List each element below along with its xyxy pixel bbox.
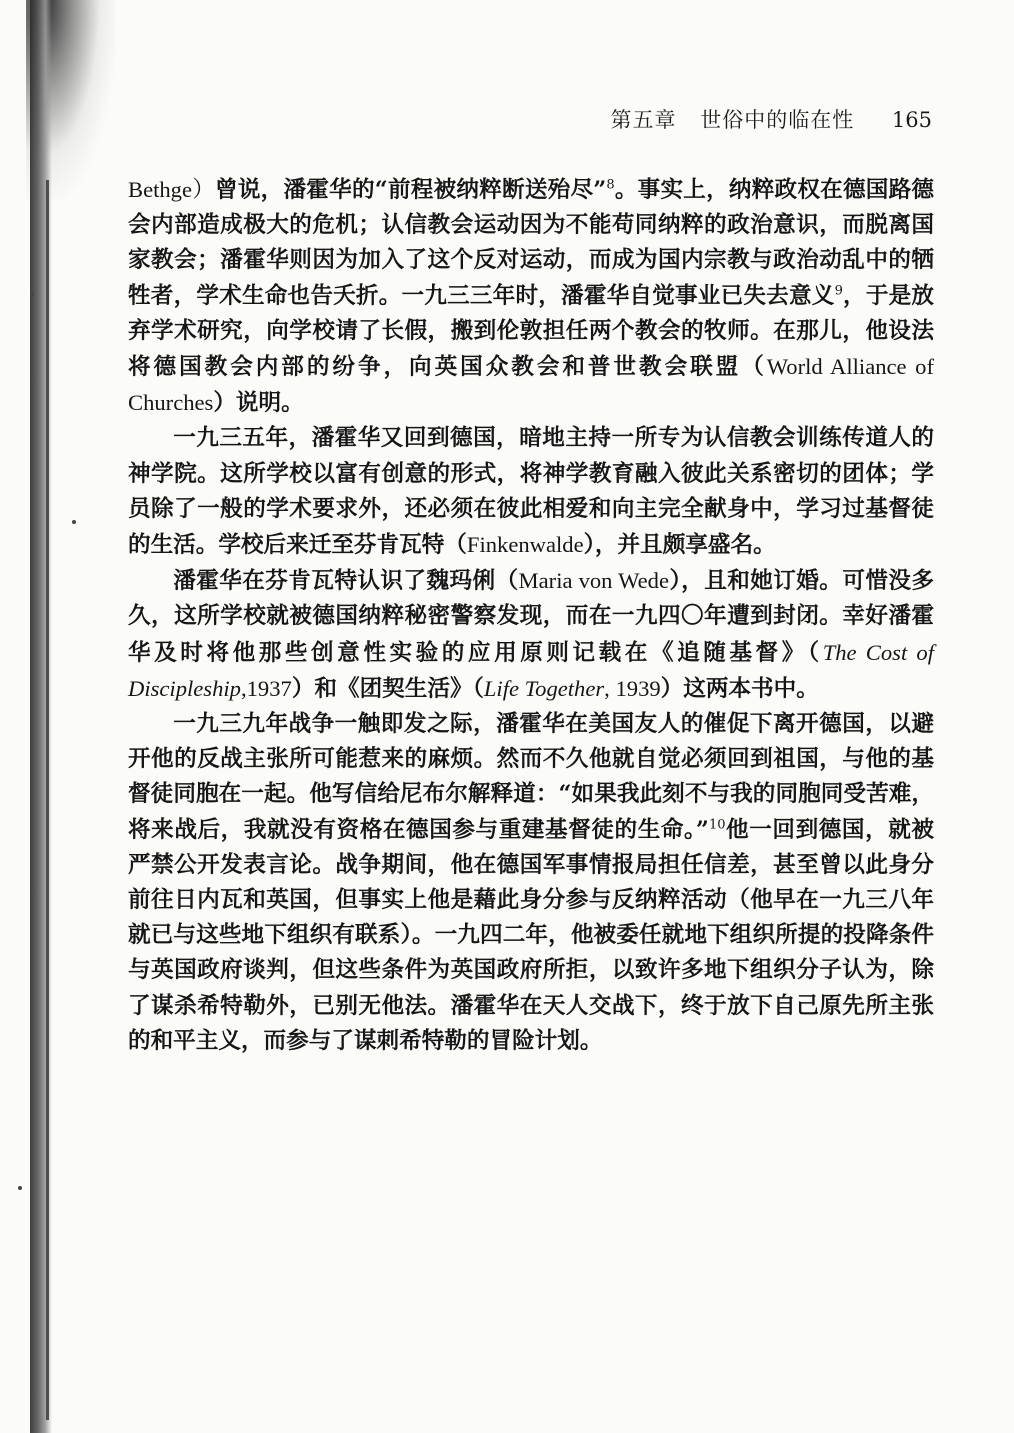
text-segment: 。事实上，纳粹政权在德国路德会内部造成极大的危机；认信教会运动因为不能苟同纳粹的政治意识，而脱离国家教会；潘霍华则因为加入了这个反对运动，而成为国内宗教与政治动乱中的牺牲者，学术生命也告夭折。一九三三年时，潘霍华自觉事业已失去意义 bbox=[128, 177, 935, 309]
scan-speck bbox=[18, 1186, 22, 1190]
text-segment: ）说明。 bbox=[213, 390, 304, 417]
text-segment: 他一回到德国，就被严禁公开发表言论。战争期间，他在德国军事情报局担任信差，甚至曾以此身分前往日内瓦和英国，但事实上他是藉此身分参与反纳粹活动（他早在一九三八年就已与这些地下组织有联系）。一九四二年，他被委任就地下组织所提的投降条件与英国政府谈判，但这些条件为英国政府所拒，以致许多地下组织分子认为，除了谋杀希特勒外，已别无他法。潘霍华在天人交战下，终于放下自己原先所主张的和平主义，而参与了谋刺希特勒的冒险计划。 bbox=[128, 816, 935, 1054]
text-segment: ），并且颇享盛名。 bbox=[583, 532, 776, 559]
latin-text: , 1939 bbox=[604, 675, 661, 701]
text-segment: ），且和她订婚。可惜没多久，这所学校就被德国纳粹秘密警察发现，而在一九四〇年遭到封闭。幸好潘霍华及时将他那些创意性实验的应用原则记载在《追随基督》（ bbox=[128, 568, 935, 666]
text-segment: 潘霍华在芬肯瓦特认识了魏玛俐（ bbox=[173, 568, 519, 595]
body-text bbox=[128, 172, 934, 1059]
chapter-label: 第五章 bbox=[610, 108, 677, 132]
latin-text: Finkenwalde bbox=[466, 532, 584, 558]
text-segment: 曾说，潘霍华的“前程被纳粹断送殆尽” bbox=[215, 177, 607, 203]
book-title-english: The Cost of Discipleship bbox=[128, 639, 934, 701]
paragraph-p4 bbox=[128, 707, 934, 1059]
latin-text: Maria von Wede bbox=[518, 568, 670, 594]
scan-speck bbox=[30, 292, 34, 296]
footnote-marker: 10 bbox=[708, 817, 726, 833]
paragraph-p3 bbox=[128, 563, 934, 707]
footnote-marker: 9 bbox=[834, 283, 843, 299]
text-segment: ）和《团契生活》（ bbox=[291, 675, 484, 702]
paragraph-p2 bbox=[128, 421, 934, 563]
chapter-title: 世俗中的临在性 bbox=[700, 108, 855, 132]
scan-speck bbox=[72, 520, 76, 524]
text-segment: 一九三九年战争一触即发之际，潘霍华在美国友人的催促下离开德国，以避开他的反战主张所可能惹来的麻烦。然而不久他就自觉必须回到祖国，与他的基督徒同胞在一起。他写信给尼布尔解释道：“如果我此刻不与我的同胞同受苦难，将来战后，我就没有资格在德国参与重建基督徒的生命。” bbox=[128, 711, 934, 843]
footnote-marker: 8 bbox=[606, 177, 615, 193]
running-header bbox=[611, 104, 932, 134]
text-segment: 一九三五年，潘霍华又回到德国，暗地主持一所专为认信教会训练传道人的神学院。这所学校以富有创意的形式，将神学教育融入彼此关系密切的团体；学员除了一般的学术要求外，还必须在彼此相爱和向主完全献身中，学习过基督徒的生活。学校后来迁至芬肯瓦特（ bbox=[128, 425, 934, 559]
text-segment: ，于是放弃学术研究，向学校请了长假，搬到伦敦担任两个教会的牧师。在那儿，他设法将德国教会内部的纷争，向英国众教会和普世教会联盟（ bbox=[128, 282, 935, 381]
paragraph-p1 bbox=[128, 172, 934, 421]
latin-text: ,1937 bbox=[240, 675, 292, 701]
latin-text: Bethge） bbox=[128, 177, 216, 202]
text-segment: ）这两本书中。 bbox=[660, 675, 819, 702]
binding-edge-line bbox=[46, 180, 49, 1420]
latin-text: World Alliance of Churches bbox=[128, 354, 935, 416]
book-title-english: Life Together bbox=[483, 675, 605, 701]
page-number: 165 bbox=[891, 108, 932, 132]
